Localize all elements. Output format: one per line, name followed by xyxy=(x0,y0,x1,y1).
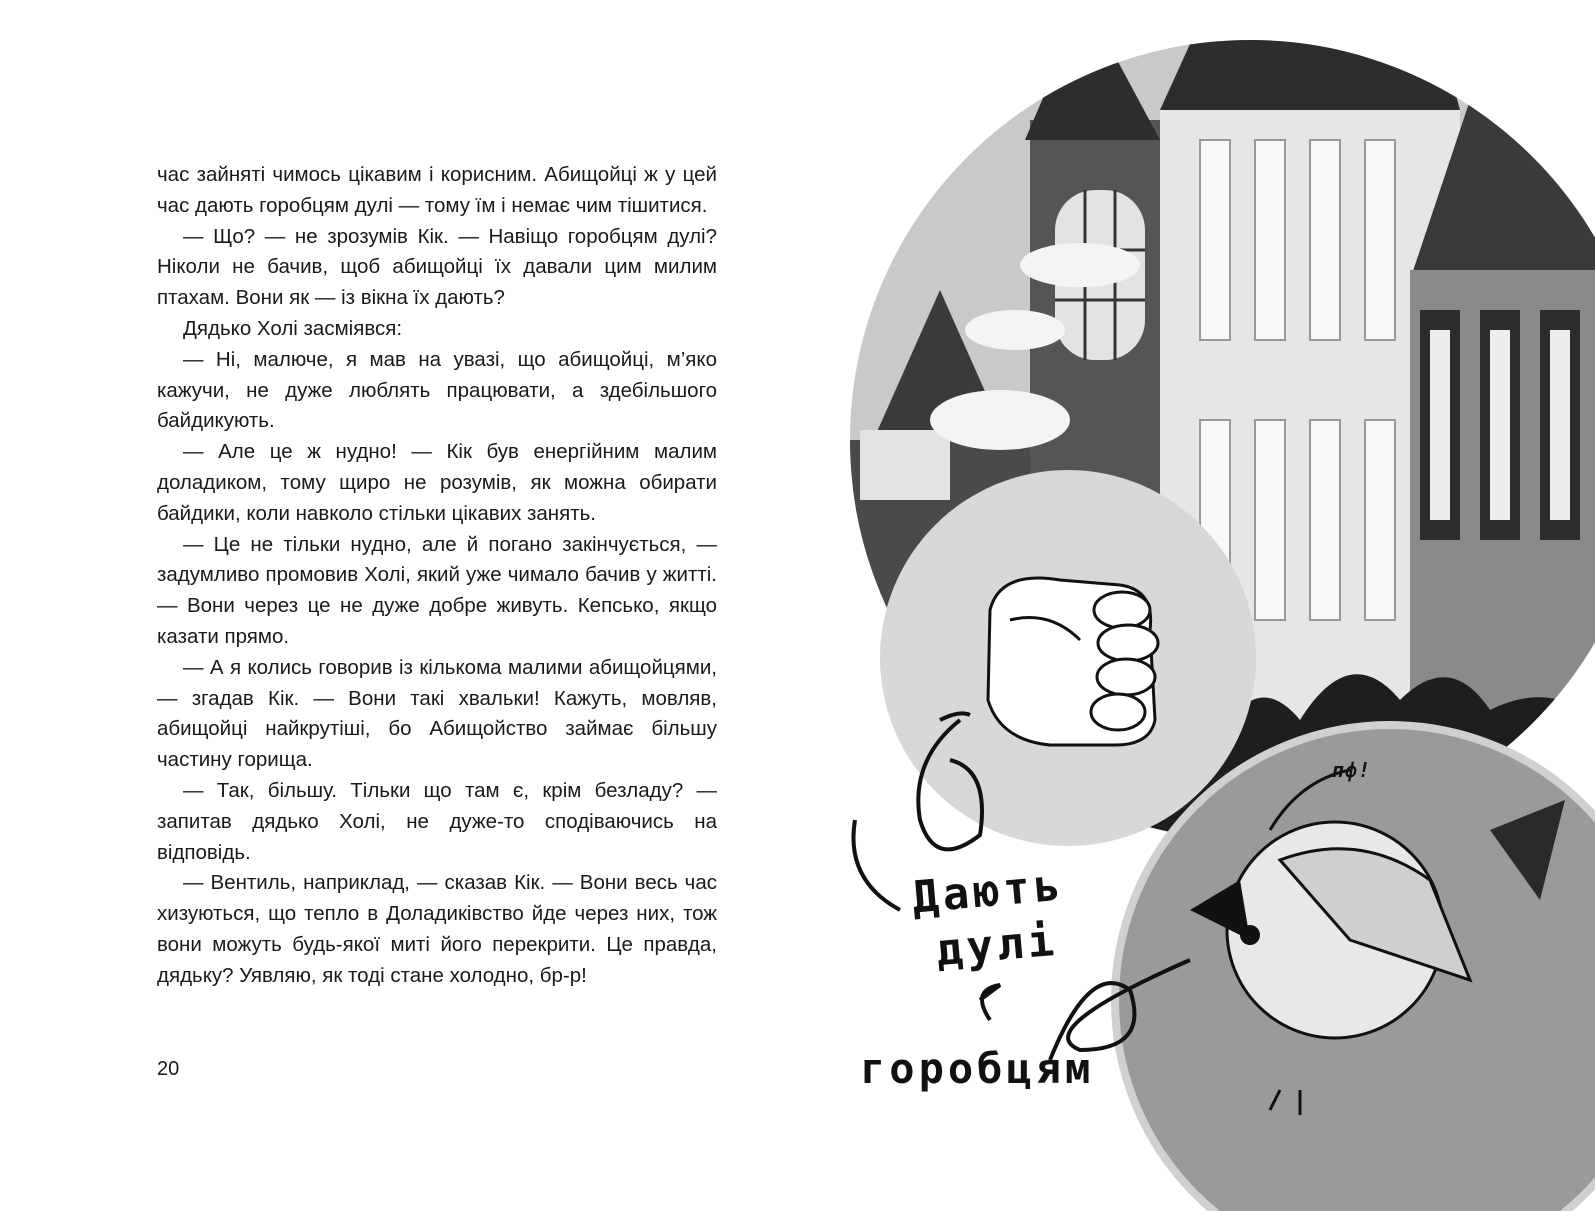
paragraph: — Але це ж нудно! — Кік був енергійним малим доладиком, тому щиро не розумів, як можна обирати байдики, коли навколо стільки цікавих занять. xyxy=(157,440,717,525)
paragraph: — А я колись говорив із кількома малими абищойцями, — згадав Кік. — Вони такі хвальки! Кажуть, мовляв, абищойці найкрутіші, бо Абищойство займає більшу частину горища. xyxy=(157,655,717,772)
handwritten-label-line1: Дають xyxy=(910,859,1067,924)
sound-effect-label: пф! xyxy=(1332,758,1372,782)
fig-hand-icon xyxy=(988,578,1158,745)
handwritten-label-line2: дулі xyxy=(934,914,1060,977)
illustration xyxy=(830,0,1595,1211)
paragraph: Дядько Холі засміявся: xyxy=(183,316,403,340)
handwritten-label-line3: горобцям xyxy=(860,1044,1095,1093)
paragraph: — Це не тільки нудно, але й погано закінчується, — задумливо промовив Холі, який уже чимало бачив у житті. — Вони через це не дуже добре живуть. Кепсько, якщо казати прямо. xyxy=(157,532,717,648)
page-number: 20 xyxy=(157,1058,180,1080)
paragraph: — Що? — не зрозумів Кік. — Навіщо горобцям дулі? Ніколи не бачив, щоб абищойці їх давали цим милим птахам. Вони як — із вікна їх дають? xyxy=(157,224,717,310)
body-text xyxy=(157,160,717,992)
paragraph: час зайняті чимось цікавим і корисним. Абищойці ж у цей час дають горобцям дулі — тому їм і немає чим тішитися. xyxy=(157,163,717,217)
paragraph: — Вентиль, наприклад, — сказав Кік. — Вони весь час хизуються, що тепло в Доладиківство йде через них, тож вони можуть будь-якої миті його перекрити. Це правда, дядьку? Уявляю, як тоді стане холодно, бр-р! xyxy=(157,871,717,987)
buildings-illustration xyxy=(830,0,1595,1211)
paragraph: — Так, більшу. Тільки що там є, крім безладу? — запитав дядько Холі, не дуже-то сподіваючись на відповідь. xyxy=(157,778,717,864)
paragraph: — Ні, малюче, я мав на увазі, що абищойці, м’яко кажучи, не дуже люблять працювати, а здебільшого байдикують. xyxy=(157,347,717,433)
